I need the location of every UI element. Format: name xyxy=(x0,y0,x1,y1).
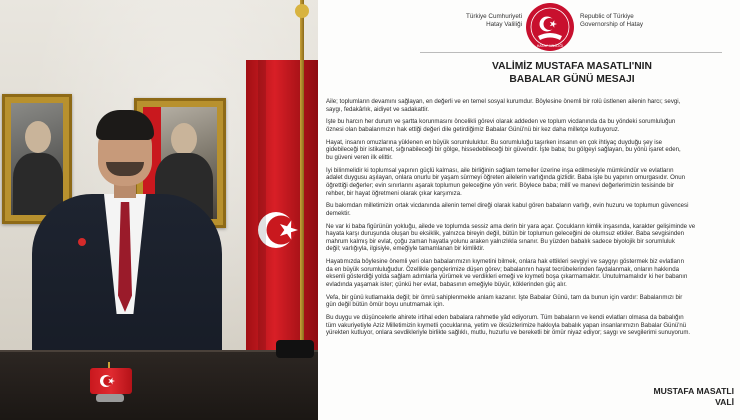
text-line: evladında yaşamak ister; çünkü her evlat, babasının emeğiyle büyür, köklerinden güç alır. xyxy=(326,281,567,288)
header-left-text xyxy=(442,13,522,29)
text-line: bu güveni veren ilk elittir. xyxy=(326,153,393,161)
text-line: eksenli gösterdiği yolda sağlam adımlarla yürümek ve verdikleri emeği ve kıymeti boşa çıkarmamaktır. Unutulmamalıdır ki her babanın xyxy=(326,273,688,281)
message-document xyxy=(318,0,740,420)
text-line: öğrettiği değerler; evin sınırlarını aşarak toplumun geleceğine yön verir. Böylece baba; millî ve manevi değerlerimizin tesisinde bir xyxy=(326,181,674,189)
paragraph xyxy=(326,139,740,162)
text-line: hayata karşı duruşunda oluşan bu eksiklik, yalnızca bireyin değil, bütün bir toplumun geleceğini de olumsuz etkiler. Baba sevgisinden xyxy=(326,230,685,238)
paragraph xyxy=(326,118,740,133)
paragraph xyxy=(326,314,740,337)
header-right-text xyxy=(580,13,676,29)
text-line: İşte bu harcın her durum ve şartta korunmasını öncelikli görevi olarak addeden ve toplum vicdanında da bu yöndeki sorumluluğun xyxy=(326,118,676,126)
desk-phone xyxy=(276,340,314,358)
paragraph xyxy=(326,202,740,217)
text-line: Vefa, bir günü kutlamakla değil; bir ömrü sahiplenmekle anlam kazanır. İşte Babalar Günü, tam da bunun için vardır: Babalarımızı bir xyxy=(326,293,683,301)
turkish-flag xyxy=(246,60,318,360)
flag-fold-shadow xyxy=(258,60,266,360)
paragraph xyxy=(326,258,740,288)
header-right-line: Republic of Türkiye xyxy=(580,13,634,20)
desk-flag xyxy=(90,368,132,394)
desk xyxy=(0,352,318,420)
text-line: Bu bakımdan milletimizin ortak vicdanında ailenin temel direği olarak kabul gören babaların varlığı, evin huzuru ve toplumun güvencesi xyxy=(326,202,689,210)
governorship-seal-icon xyxy=(525,2,575,52)
text-line: demektir. xyxy=(326,209,351,217)
paragraph xyxy=(326,98,740,113)
header-left-line: Hatay Valiliği xyxy=(486,21,522,28)
text-line: gidebileceği bir istikamet, sığınabileceği bir gölge, hissedebileceği bir güvendir. İşte baba; bu gölgeyi sağlayan, bu yönü işaret eden, xyxy=(326,146,681,154)
title-line: VALİMİZ MUSTAFA MASATLI'NIN xyxy=(492,61,652,72)
paragraph xyxy=(326,294,740,309)
text-line: Hayatımızda böylesine önemli yeri olan babalarımızın kıymetini bilmek, onlara hak ettikleri sevgiyi ve saygıyı göstermek biz evlatların xyxy=(326,258,684,266)
paragraph xyxy=(326,167,740,197)
flag-crescent-star-icon xyxy=(246,60,318,360)
text-line: rehber, bir hayat öğretmeni olarak çıkar karşımıza. xyxy=(326,189,462,197)
header-left-line: Türkiye Cumhuriyeti xyxy=(466,13,522,20)
desk-flag-stand xyxy=(96,394,124,402)
text-line: da en büyük sorumluluğudur. Özellikle gençlerimize düşen görev; babalarının hayat tecrübelerinden faydalanmak, onların hakkında xyxy=(326,265,679,273)
signature-title: VALİ xyxy=(715,397,734,407)
text-line: gün değil bütün ömür boyu unutmamak için. xyxy=(326,301,445,309)
signature-name: MUSTAFA MASATLI xyxy=(653,386,734,396)
text-line: saygı, fedakârlık, aidiyet ve sadakattir. xyxy=(326,105,429,113)
text-line: Ne var ki baba figürünün yokluğu, ailede ve toplumda sessiz ama derin bir yara açar. Çocukların kimlik inşasında, karakter gelişiminde ve xyxy=(326,222,696,230)
text-line: değil; varlığıyla, ilgisiyle, emeğiyle tamamlanan bir kimliktir. xyxy=(326,245,485,253)
text-line: yürekten kutluyor, onlara sevdikleriyle birlikte sağlıklı, mutlu, huzurlu ve bereketli bir ömür niyaz ediyor; saygı ve sevgilerimi sunuyorum. xyxy=(326,329,691,337)
text-line: mahrum kalmış bir evlat, çoğu zaman hayatla yolunu araken yalnızlıkla sınanır. Bu yüzden babalık sadece biyolojik bir sorumluluk xyxy=(326,237,675,245)
message-body xyxy=(326,98,740,342)
signature-block xyxy=(653,386,734,408)
text-line: Bu duygu ve düşüncelerle ahirete irtihal eden babalara rahmetle yâd ediyorum. Tüm babaların ve kendi evlatları olmasa da babalığın xyxy=(326,314,684,322)
lapel-pin-icon xyxy=(78,238,86,246)
header-right-line: Governorship of Hatay xyxy=(580,21,643,28)
message-title xyxy=(422,60,722,86)
text-line: tüm vakuriyetiyle Aziz Milletimizin kıymetli çocuklarına, yetim ve öksüzlerimize hakkıyla babalık yapan insanlarımızın Babalar Günü'nü xyxy=(326,321,687,329)
text-line: öznesi olan babalarımızın hak ettiği değeri dile getirdiğimiz Babalar Günü'nü bir kez daha milletçe kutluyoruz. xyxy=(326,125,620,133)
paragraph xyxy=(326,223,740,253)
text-line: İyi bilinmelidir ki toplumsal yapının güçlü kalması, aile birliğinin sağlam temeller üzerine inşa edilmesiyle mümkündür ve evlatların xyxy=(326,166,674,174)
desk-flag-crescent-icon xyxy=(90,368,132,394)
flag-pole-finial xyxy=(295,4,309,18)
text-line: adalet duygusu aşılayan, onlara onurlu bir yaşam sürmeyi öğreten ailelerin varlığında gizlidir. Baba işte bu yapının omurgasıdır. Onun xyxy=(326,174,686,182)
governor-photo xyxy=(0,0,318,420)
text-line: Aile; toplumların devamını sağlayan, en değerli ve en temel sosyal kurumdur. Böylesine önemli bir rolü üstlenen ailenin harcı; sevgi, xyxy=(326,98,681,105)
text-line: Hayat, insanın omuzlarına yüklenen en büyük sorumluluktur. Bu sorumluluğu taşırken insanın en çok ihtiyaç duyduğu şey ise xyxy=(326,138,663,146)
title-line: BABALAR GÜNÜ MESAJI xyxy=(509,74,635,85)
hair xyxy=(96,110,154,140)
seal-caption: HATAY VALİLİĞİ xyxy=(536,44,564,48)
header-divider xyxy=(420,52,722,53)
